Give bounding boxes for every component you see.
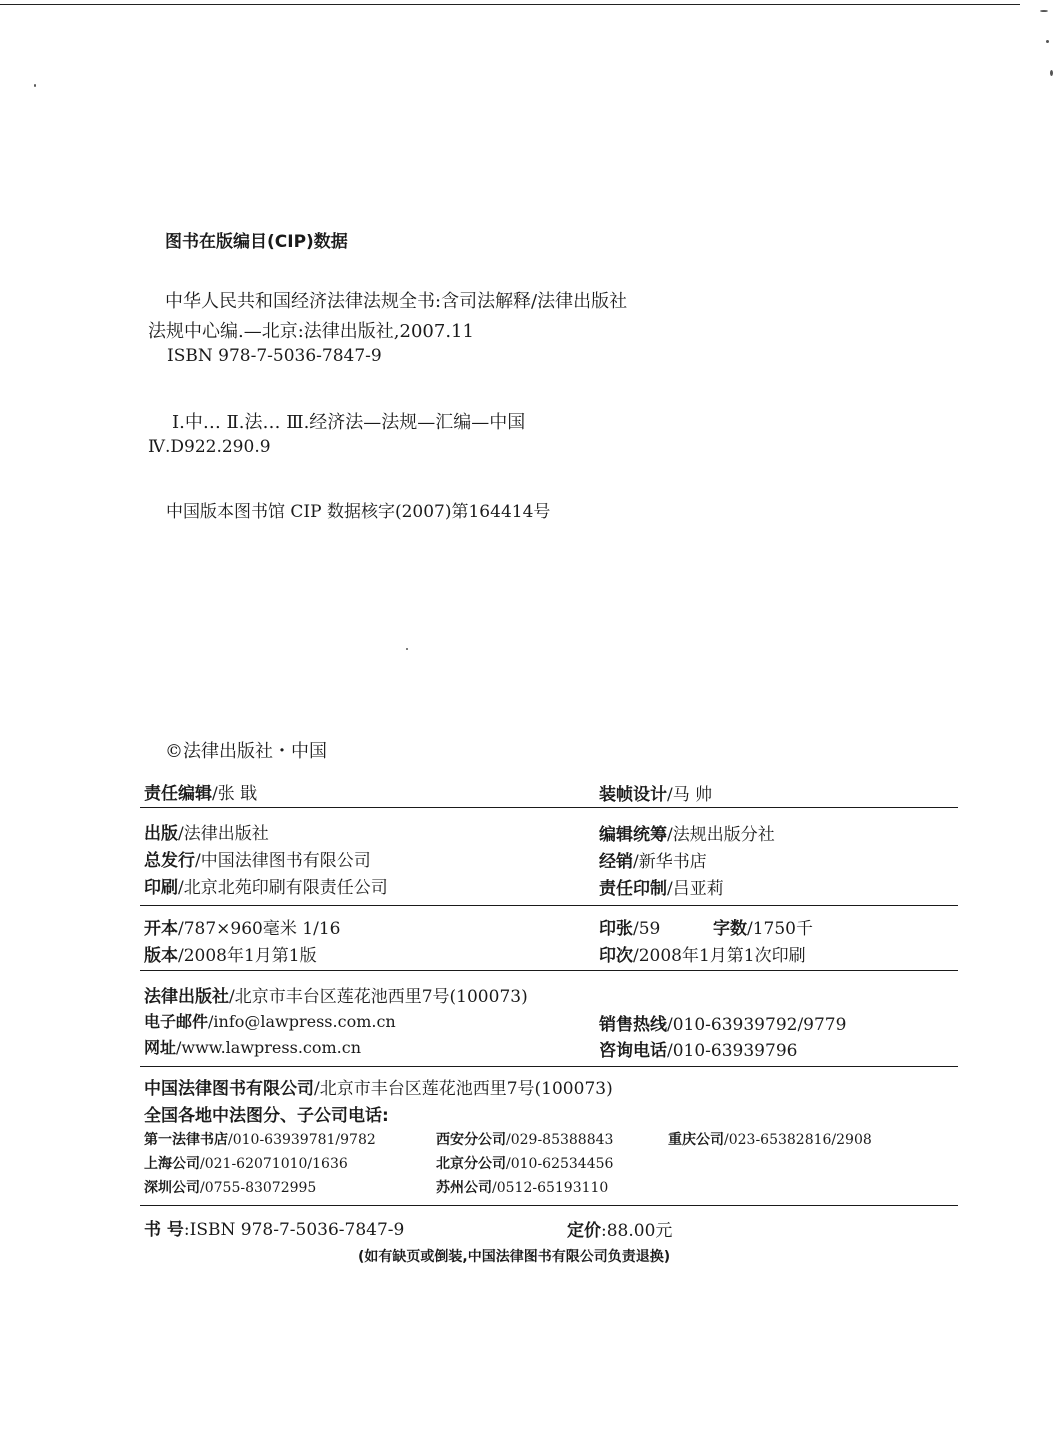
cip-subjects: Ⅰ.中… Ⅱ.法… Ⅲ.经济法—法规—汇编—中国 xyxy=(172,412,526,433)
format xyxy=(144,914,340,939)
email-value: /info@lawpress.com.cn xyxy=(208,1012,396,1031)
price-label: 定价 xyxy=(567,1221,601,1241)
inquiry-phone xyxy=(599,1036,797,1061)
sales-hotline-label: 销售热线 xyxy=(599,1015,667,1035)
printed-sheets-value: /59 xyxy=(633,919,661,939)
copyright-line: ©法律出版社・中国 xyxy=(165,741,327,762)
printed-sheets xyxy=(599,914,660,939)
publisher-label: 出版 xyxy=(144,824,178,844)
branch-label: 重庆公司 xyxy=(668,1132,724,1148)
website-value: /www.lawpress.com.cn xyxy=(176,1038,362,1057)
dealer-label: 经销 xyxy=(599,852,633,872)
printing-value: /2008年1月第1次印刷 xyxy=(633,946,806,966)
editorial-coordination xyxy=(599,820,775,845)
publisher-address-value: /北京市丰台区莲花池西里7号(100073) xyxy=(229,987,528,1007)
company-address-value: /北京市丰台区莲花池西里7号(100073) xyxy=(314,1079,613,1099)
branch-label: 北京分公司 xyxy=(436,1156,506,1172)
printing xyxy=(599,941,806,966)
branch-shenzhen xyxy=(144,1177,316,1197)
binding-designer xyxy=(599,780,712,805)
publisher xyxy=(144,819,269,844)
distributor xyxy=(144,846,371,871)
printer xyxy=(144,873,388,898)
branch-xian xyxy=(436,1129,613,1149)
format-value: /787×960毫米 1/16 xyxy=(178,919,341,939)
branch-label: 第一法律书店 xyxy=(144,1132,228,1148)
publisher-value: /法律出版社 xyxy=(178,824,269,844)
printing-label: 印次 xyxy=(599,946,633,966)
printed-sheets-label: 印张 xyxy=(599,919,633,939)
branch-beijing xyxy=(436,1153,613,1173)
distributor-label: 总发行 xyxy=(144,851,195,871)
print-manager xyxy=(599,874,724,899)
branch-value: /021-62071010/1636 xyxy=(200,1156,348,1172)
printer-label: 印刷 xyxy=(144,878,178,898)
branch-value: /029-85388843 xyxy=(506,1132,614,1148)
scan-speck xyxy=(406,648,408,650)
dealer-value: /新华书店 xyxy=(633,852,707,872)
website xyxy=(144,1035,361,1058)
print-manager-label: 责任印制 xyxy=(599,879,667,899)
responsible-editor xyxy=(144,779,257,804)
responsible-editor-label: 责任编辑 xyxy=(144,784,212,804)
inquiry-phone-label: 咨询电话 xyxy=(599,1041,667,1061)
company-address xyxy=(144,1074,613,1099)
cip-heading: 图书在版编目(CIP)数据 xyxy=(165,232,348,252)
scan-speck xyxy=(1040,10,1048,12)
binding-designer-label: 装帧设计 xyxy=(599,785,667,805)
edition-label: 版本 xyxy=(144,946,178,966)
email xyxy=(144,1009,396,1032)
branch-value: /023-65382816/2908 xyxy=(724,1132,872,1148)
branch-label: 深圳公司 xyxy=(144,1180,200,1196)
edition xyxy=(144,941,317,966)
branch-shanghai xyxy=(144,1153,348,1173)
branch-phones-heading: 全国各地中法图分、子公司电话: xyxy=(144,1106,389,1126)
distributor-value: /中国法律图书有限公司 xyxy=(195,851,371,871)
branch-value: /010-62534456 xyxy=(506,1156,614,1172)
cip-classification: Ⅳ.D922.290.9 xyxy=(148,437,271,457)
word-count xyxy=(713,914,813,939)
book-number-label: 书 号 xyxy=(144,1220,184,1240)
binding-designer-value: /马 帅 xyxy=(667,785,713,805)
edition-value: /2008年1月第1版 xyxy=(178,946,317,966)
branch-suzhou xyxy=(436,1177,608,1197)
scan-speck xyxy=(34,84,36,87)
dealer xyxy=(599,847,707,872)
return-notice: (如有缺页或倒装,中国法律图书有限公司负责退换) xyxy=(358,1249,671,1265)
printer-value: /北京北苑印刷有限责任公司 xyxy=(178,878,388,898)
editorial-coordination-value: /法规出版分社 xyxy=(667,825,775,845)
inquiry-phone-value: /010-63939796 xyxy=(667,1041,798,1061)
publisher-address-label: 法律出版社 xyxy=(144,987,229,1007)
email-label: 电子邮件 xyxy=(144,1012,209,1031)
cip-title-line: 中华人民共和国经济法律法规全书:含司法解释/法律出版社 xyxy=(165,291,628,312)
scan-speck xyxy=(1050,70,1053,76)
website-label: 网址 xyxy=(144,1038,177,1057)
branch-value: /0512-65193110 xyxy=(492,1180,609,1196)
sales-hotline-value: /010-63939792/9779 xyxy=(667,1015,847,1035)
responsible-editor-value: /张 戢 xyxy=(212,784,258,804)
divider-rule xyxy=(140,970,958,971)
word-count-value: /1750千 xyxy=(747,919,813,939)
cip-verification: 中国版本图书馆 CIP 数据核字(2007)第164414号 xyxy=(166,502,551,522)
publisher-address xyxy=(144,982,528,1007)
price xyxy=(567,1216,672,1241)
format-label: 开本 xyxy=(144,919,178,939)
branch-label: 苏州公司 xyxy=(436,1180,492,1196)
branch-value: /0755-83072995 xyxy=(200,1180,317,1196)
divider-rule xyxy=(140,1205,958,1206)
branch-label: 上海公司 xyxy=(144,1156,200,1172)
company-address-label: 中国法律图书有限公司 xyxy=(144,1079,314,1099)
branch-chongqing xyxy=(668,1129,872,1149)
print-manager-value: /吕亚莉 xyxy=(667,879,724,899)
word-count-label: 字数 xyxy=(713,919,747,939)
branch-value: /010-63939781/9782 xyxy=(228,1132,376,1148)
book-number-value: :ISBN 978-7-5036-7847-9 xyxy=(183,1220,405,1240)
price-value: :88.00元 xyxy=(601,1221,673,1241)
divider-rule xyxy=(140,1066,958,1067)
divider-rule xyxy=(140,905,958,906)
sales-hotline xyxy=(599,1010,846,1035)
scan-speck xyxy=(1046,40,1049,43)
branch-first-bookstore xyxy=(144,1129,376,1149)
cip-isbn: ISBN 978-7-5036-7847-9 xyxy=(167,346,382,366)
editorial-coordination-label: 编辑统筹 xyxy=(599,825,667,845)
branch-label: 西安分公司 xyxy=(436,1132,506,1148)
book-number xyxy=(144,1215,404,1240)
scan-top-edge-line xyxy=(0,4,1020,5)
cip-editor-line: 法规中心编.—北京:法律出版社,2007.11 xyxy=(148,321,474,342)
divider-rule xyxy=(140,807,958,808)
